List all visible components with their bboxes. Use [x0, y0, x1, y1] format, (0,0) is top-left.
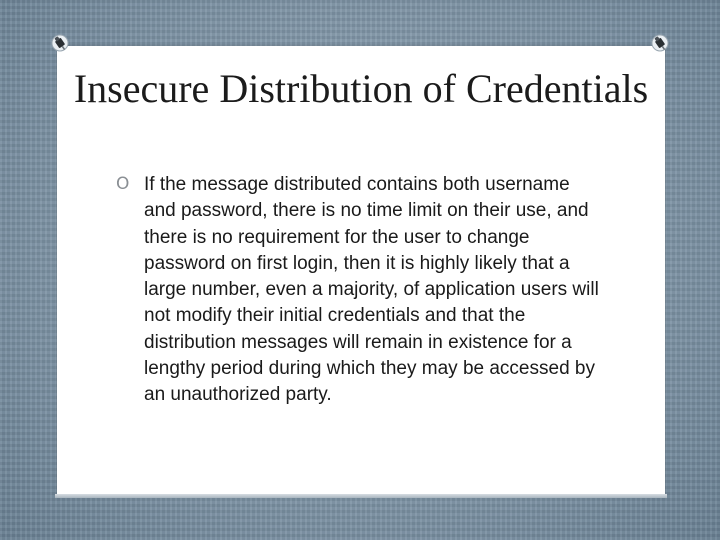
- bullet-marker: O: [116, 174, 130, 194]
- slide-shadow-edge: [55, 494, 667, 498]
- slide-title: Insecure Distribution of Credentials: [73, 66, 649, 111]
- push-pin-icon: [650, 33, 670, 53]
- bullet-text: If the message distributed contains both username and password, there is no time limit on their use, and there is no requirement for the user to change password on first login, then it is highly likely that a large number, even a majority, of application users will not modify their initial credentials and that the distribution messages will remain in existence for a lengthy period during which they may be accessed by an unauthorized party.: [144, 174, 599, 406]
- push-pin-icon: [50, 33, 70, 53]
